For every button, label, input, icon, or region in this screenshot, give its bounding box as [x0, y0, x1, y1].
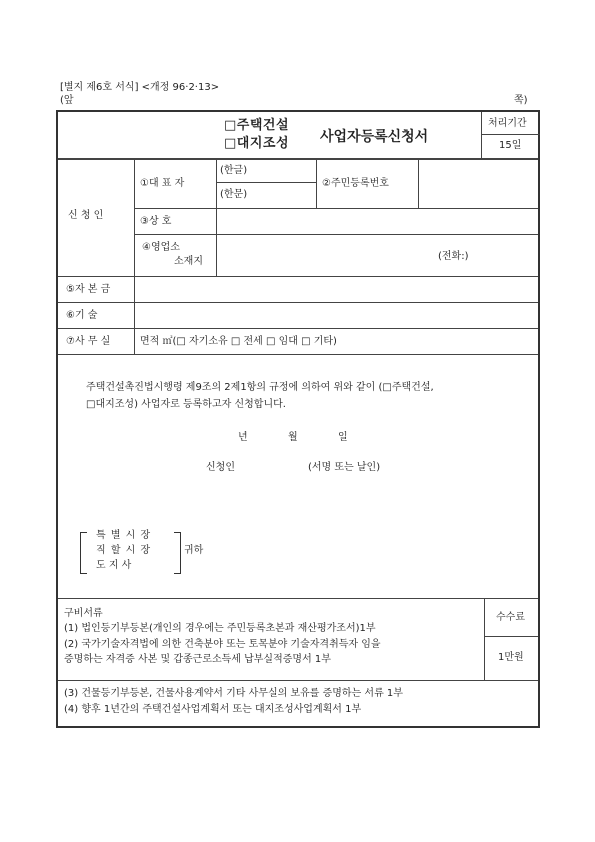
technician-label: ⑥기 술	[66, 310, 98, 321]
application-form	[56, 110, 540, 728]
phone-label[interactable]: (전화:)	[438, 251, 469, 262]
date-day[interactable]: 일	[338, 432, 348, 443]
addressee-bracket-left	[80, 532, 87, 574]
capital-label: ⑤자 본 금	[66, 284, 111, 295]
applicant-section-label: 신 청 인	[68, 210, 104, 221]
company-name-label: ③상 호	[140, 216, 172, 227]
processing-period-label: 처리기간	[488, 118, 527, 129]
document-item-1: (1) 법인등기부등본(개인의 경우에는 주민등록초본과 재산평가조서)1부	[64, 623, 376, 634]
office-address-label-1: ④영업소	[142, 242, 180, 253]
documents-title: 구비서류	[64, 608, 103, 619]
title-option-land[interactable]: □대지조성	[224, 136, 290, 151]
addressee-line-2: 직 할 시 장	[96, 545, 152, 556]
fee-label: 수수료	[496, 612, 525, 623]
representative-label: ①대 표 자	[140, 178, 185, 189]
document-item-4: (4) 향후 1년간의 주택건설사업계획서 또는 대지조성사업계획서 1부	[64, 704, 362, 715]
document-item-2-line-1: (2) 국가기술자격법에 의한 건축분야 또는 토목분야 기술자격취득자 임을	[64, 639, 381, 650]
addressee-bracket-right	[174, 532, 181, 574]
side-back-label: 쪽)	[514, 95, 528, 106]
title-option-housing[interactable]: □주택건설	[224, 118, 290, 133]
office-area-options[interactable]: 면적 ㎡(□ 자기소유 □ 전세 □ 임대 □ 기타)	[140, 336, 337, 347]
office-address-label-2: 소재지	[174, 256, 203, 267]
date-year[interactable]: 년	[238, 432, 248, 443]
rep-name-chinese[interactable]: (한문)	[220, 189, 248, 200]
document-item-3: (3) 건물등기부등본, 건물사용계약서 기타 사무실의 보유를 증명하는 서류 1부	[64, 688, 403, 699]
date-month[interactable]: 월	[288, 432, 298, 443]
statement-line-2: □대지조성) 사업자로 등록하고자 신청합니다.	[86, 399, 286, 410]
resident-number-label: ②주민등록번호	[322, 178, 389, 189]
rep-name-korean[interactable]: (한글)	[220, 165, 248, 176]
statement-line-1: 주택건설촉진법시행령 제9조의 2제1항의 규정에 의하여 위와 같이 (□주택건설,	[86, 382, 434, 393]
side-front-label: (앞	[60, 95, 74, 106]
signature-field[interactable]: (서명 또는 날인)	[308, 462, 381, 473]
addressee-line-1: 특 별 시 장	[96, 530, 152, 541]
processing-period-value: 15일	[499, 140, 522, 151]
applicant-signature-label: 신청인	[206, 462, 235, 473]
addressee-suffix: 귀하	[184, 545, 204, 556]
form-reference: [별지 제6호 서식] <개정 96·2·13>	[60, 82, 220, 93]
addressee-line-3: 도 지 사	[96, 560, 132, 571]
fee-value: 1만원	[498, 652, 524, 663]
form-title: 사업자등록신청서	[320, 129, 429, 145]
document-item-2-line-2: 증명하는 자격증 사본 및 갑종근로소득세 납부실적증명서 1부	[64, 654, 331, 665]
office-label: ⑦사 무 실	[66, 336, 111, 347]
